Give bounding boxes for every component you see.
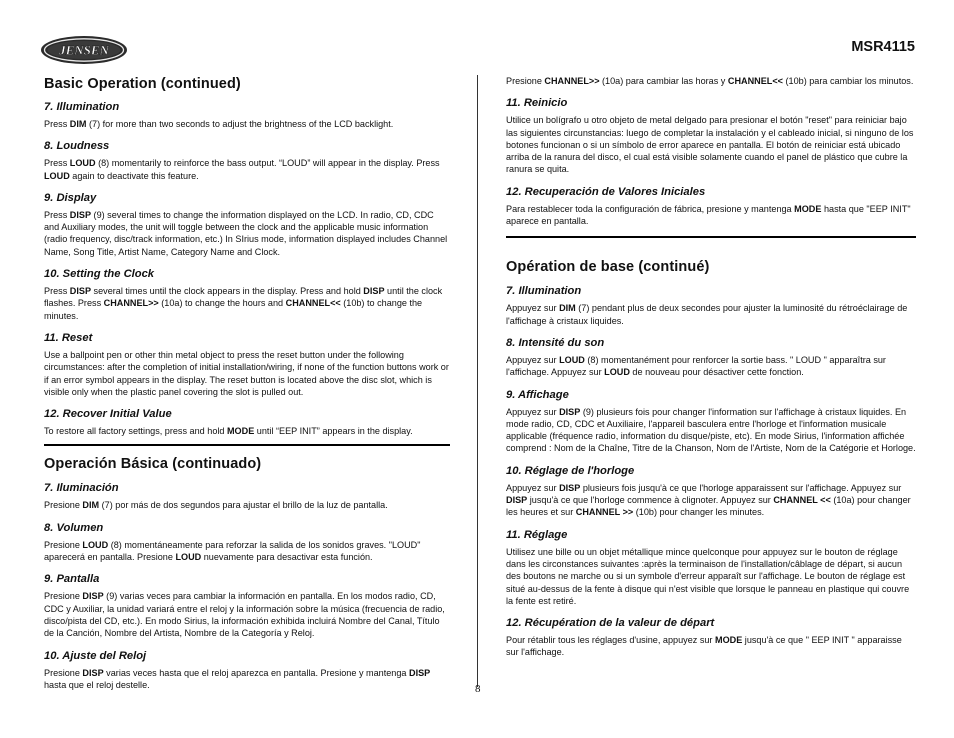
english-subsection-heading: 9. Display bbox=[44, 191, 97, 204]
text-run: hasta que "EEP INIT" aparece en pantalla. bbox=[506, 203, 911, 227]
text-run: jusqu'à ce que " EEP INIT " apparaisse sur l'affichage. bbox=[506, 635, 902, 658]
spanish-subsection-heading: 7. Iluminación bbox=[44, 482, 119, 495]
english-subsection-heading: 10. Setting the Clock bbox=[44, 268, 155, 281]
button-name: MODE bbox=[226, 426, 255, 437]
spanish-subsection-paragraph bbox=[44, 590, 450, 639]
french-subsection-paragraph bbox=[506, 482, 916, 519]
text-run: (7) pendant plus de deux secondes pour ajuster la luminosité du rétroéclairage de l'affichage à cristaux liquides. bbox=[506, 303, 908, 326]
text-run: Press bbox=[44, 158, 70, 169]
button-name: LOUD bbox=[604, 367, 630, 378]
english-sections bbox=[44, 101, 450, 437]
button-name: CHANNEL>> bbox=[103, 298, 159, 309]
spanish-subsection-heading: 9. Pantalla bbox=[44, 573, 100, 586]
french-subsection-paragraph bbox=[506, 634, 916, 659]
model-number: MSR4115 bbox=[851, 39, 915, 55]
english-subsection-heading: 12. Recover Initial Value bbox=[44, 408, 172, 421]
text-run: (8) momentarily to reinforce the bass output. “LOUD” will appear in the display. Press bbox=[95, 158, 440, 169]
button-name: DISP bbox=[82, 591, 104, 602]
text-run: Appuyez sur bbox=[506, 482, 560, 493]
english-subsection-heading: 11. Reset bbox=[44, 331, 93, 344]
spanish-subsection-heading: 10. Ajuste del Reloj bbox=[44, 649, 147, 662]
text-run: (10a) pour changer les heures et sur bbox=[506, 495, 911, 518]
text-run: (8) momentáneamente para reforzar la salida de los sonidos graves. "LOUD" aparecerá en pantalla. Presione bbox=[44, 539, 421, 563]
button-name: MODE bbox=[794, 203, 822, 214]
text-run: (7) por más de dos segundos para ajustar el brillo de la luz de pantalla. bbox=[99, 500, 388, 511]
text-run: plusieurs fois jusqu'à ce que l'horloge apparaissent sur l'affichage. Appuyez sur bbox=[580, 482, 902, 493]
english-subsection-paragraph bbox=[44, 209, 450, 258]
french-subsection-paragraph bbox=[506, 354, 916, 379]
text-run: de nouveau pour désactiver cette fonction. bbox=[629, 367, 804, 378]
text-run: Presione bbox=[44, 591, 83, 602]
text-run: Press bbox=[44, 286, 70, 297]
button-name: DISP bbox=[69, 209, 92, 220]
text-run: varias veces hasta que el reloj aparezca en pantalla. Presione y mantenga bbox=[103, 667, 409, 678]
button-name: CHANNEL >> bbox=[575, 507, 634, 518]
text-run: Utilisez une bille ou un objet métallique mince quelconque pour appuyez sur le bouton de réglage dans les circonstances suivantes :après la terminaison de l'installation/câblage de départ, si aucun des boutons ne marche ou si un symbole d'erreur apparaît sur l'affichage. Le bouton de réglage est situé au-dessus de la fente à disque qui n'est visible que lorsque le panneau en plastique qui couvre la fente est retiré. bbox=[506, 546, 910, 606]
button-name: LOUD bbox=[82, 539, 109, 550]
button-name: CHANNEL<< bbox=[285, 298, 341, 309]
english-subsection-paragraph bbox=[44, 285, 450, 322]
english-subsection-heading: 7. Illumination bbox=[44, 101, 120, 113]
spanish-subsection-paragraph bbox=[44, 539, 450, 564]
text-run: hasta que el reloj destelle. bbox=[44, 679, 150, 690]
text-run: Para restablecer toda la configuración de fábrica, presione y mantenga bbox=[506, 203, 795, 214]
french-subsection-paragraph bbox=[506, 302, 916, 327]
button-name: LOUD bbox=[69, 158, 96, 169]
text-run: (9) several times to change the information displayed on the LCD. In radio, CD, CDC and Auxiliary modes, the unit will toggle between the clock and the applicable music information (radio frequency, disc/track information, etc.) In SIrius mode, information displayed includes Channel Name, Song Title, Artist Name, Category Name and Clock. bbox=[44, 209, 448, 257]
section-title-french: Opération de base (continué) bbox=[506, 259, 710, 276]
page-number: 8 bbox=[475, 683, 481, 695]
jensen-logo bbox=[40, 35, 128, 65]
text-run: Use a ballpoint pen or other thin metal object to press the reset button under the following circumstances: after the completion of initial installation/wiring, if none of the function buttons work or if an error symbol appears in the display. The reset button is located above the disc slot, which is visible only when the plastic panel covering the slot is pulled out. bbox=[44, 349, 449, 397]
text-run: several times until the clock appears in the display. Press and hold bbox=[91, 286, 364, 297]
spanish-subsection-heading: 12. Recuperación de Valores Iniciales bbox=[506, 185, 706, 198]
english-subsection-paragraph bbox=[44, 118, 450, 130]
spanish-sections bbox=[44, 482, 450, 691]
button-name: CHANNEL << bbox=[773, 495, 831, 506]
french-subsection-heading: 8. Intensité du son bbox=[506, 336, 605, 349]
text-run: Pour rétablir tous les réglages d'usine, appuyez sur bbox=[506, 635, 715, 646]
text-run: (9) plusieurs fois pour changer l'information sur l'affichage à cristaux liquides. En mode radio, CD, CDC et Auxiliaire, l'appareil basculera entre l'horloge et l'information musicale applicable (fréquence radio, information du disque/piste, etc). En mode Sirius, l'information affichée comprend : Nom de la Chaîne, Titre de la Chanson, Nom de l'Artiste, Nom de la Catégorie et Horloge. bbox=[506, 406, 916, 454]
button-name: DISP bbox=[506, 495, 528, 506]
french-subsection-paragraph bbox=[506, 406, 916, 455]
text-run: Press bbox=[44, 119, 70, 129]
text-run: Presione bbox=[44, 500, 83, 511]
button-name: CHANNEL>> bbox=[544, 76, 600, 86]
spanish-subsection-paragraph bbox=[44, 499, 450, 511]
text-run: (10b) para cambiar los minutos. bbox=[782, 76, 914, 86]
left-column bbox=[44, 75, 450, 691]
button-name: DISP bbox=[82, 667, 104, 678]
english-subsection-paragraph bbox=[44, 157, 450, 182]
french-subsection-heading: 11. Réglage bbox=[506, 528, 568, 541]
text-run: jusqu'à ce que l'horloge commence à clignoter. Appuyez sur bbox=[527, 495, 774, 506]
button-name: DISP bbox=[409, 667, 431, 678]
text-run: (7) for more than two seconds to adjust the brightness of the LCD backlight. bbox=[86, 119, 394, 129]
spanish-subsection-paragraph bbox=[506, 114, 916, 175]
button-name: MODE bbox=[715, 635, 743, 646]
text-run: Presione bbox=[44, 667, 83, 678]
button-name: DISP bbox=[559, 482, 581, 493]
button-name: DIM bbox=[82, 500, 100, 511]
spanish-subsection-paragraph bbox=[44, 667, 450, 692]
french-subsection-heading: 9. Affichage bbox=[506, 388, 569, 401]
text-run: Presione bbox=[506, 76, 545, 86]
button-name: DIM bbox=[559, 303, 576, 314]
english-subsection-paragraph bbox=[44, 425, 450, 437]
jensen-logo-text: JENSEN bbox=[59, 42, 109, 58]
right-column bbox=[506, 75, 916, 659]
text-run: nuevamente para desactivar esta función. bbox=[201, 552, 373, 563]
spanish-continued-intro bbox=[506, 75, 916, 87]
text-run: (10b) pour changer les minutes. bbox=[633, 507, 765, 518]
section-title-english: Basic Operation (continued) bbox=[44, 76, 241, 92]
french-subsection-heading: 10. Réglage de l'horloge bbox=[506, 464, 635, 477]
spanish-subsection-heading: 11. Reinicio bbox=[506, 97, 568, 110]
button-name: DISP bbox=[363, 286, 385, 297]
button-name: CHANNEL<< bbox=[727, 76, 783, 86]
button-name: LOUD bbox=[44, 170, 70, 181]
button-name: LOUD bbox=[175, 552, 202, 563]
text-run: Appuyez sur bbox=[506, 406, 560, 417]
text-run: until the clock flashes. Press bbox=[44, 286, 443, 309]
button-name: LOUD bbox=[559, 354, 585, 365]
french-subsection-heading: 7. Illumination bbox=[506, 285, 582, 298]
text-run: Presione bbox=[44, 539, 83, 550]
french-subsection-paragraph bbox=[506, 546, 916, 607]
button-name: DIM bbox=[69, 119, 87, 129]
section-title-spanish: Operación Básica (continuado) bbox=[44, 456, 262, 473]
button-name: DISP bbox=[559, 406, 581, 417]
section-divider bbox=[506, 236, 916, 238]
button-name: DISP bbox=[69, 286, 92, 297]
column-divider bbox=[477, 75, 478, 687]
text-run: (8) momentanément pour renforcer la sortie bass. " LOUD " apparaîtra sur l'affichage. Appuyez sur bbox=[506, 354, 886, 378]
english-subsection-heading: 8. Loudness bbox=[44, 140, 110, 153]
text-run: To restore all factory settings, press and hold bbox=[44, 426, 227, 437]
french-subsection-heading: 12. Récupération de la valeur de départ bbox=[506, 617, 715, 630]
english-subsection-paragraph bbox=[44, 349, 450, 398]
text-run: Appuyez sur bbox=[506, 303, 560, 314]
spanish-subsection-heading: 8. Volumen bbox=[44, 521, 104, 534]
text-run: again to deactivate this feature. bbox=[69, 170, 199, 181]
text-run: Utilice un bolígrafo u otro objeto de metal delgado para presionar el botón "reset" para reiniciar bajo las siguientes circunstancias: luego de completar la instalación y el cableado inicial, si ninguno de los botones funcionan o si un símbolo de error aparece en pantalla. El botón de reiniciar está ubicado arriba de la ranura del disco, el cual está visible solamente cuando el panel de plástico que cubre la ranura se quita. bbox=[506, 115, 914, 175]
text-run: (10a) to change the hours and bbox=[158, 298, 286, 309]
text-run: Appuyez sur bbox=[506, 354, 560, 365]
text-run: (10b) to change the minutes. bbox=[44, 298, 423, 321]
text-run: until “EEP INIT” appears in the display. bbox=[254, 426, 413, 437]
text-run: Press bbox=[44, 209, 70, 220]
french-sections bbox=[506, 285, 916, 658]
section-divider bbox=[44, 444, 450, 446]
spanish-continued-sections bbox=[506, 97, 916, 227]
text-run: (9) varias veces para cambiar la información en pantalla. En los modos radio, CD, CDC y Auxiliar, la unidad variará entre el reloj y la información sobre la música (frecuencia de radio, disco/pista del CD, etc.). En modo Sirius, la información exhibida incluirá Nombre del Canal, Título de la Canción, Nombre del Artista, Nombre de la Categoría y Reloj. bbox=[44, 591, 445, 639]
spanish-subsection-paragraph bbox=[506, 203, 916, 228]
text-run: (10a) para cambiar las horas y bbox=[599, 76, 728, 86]
